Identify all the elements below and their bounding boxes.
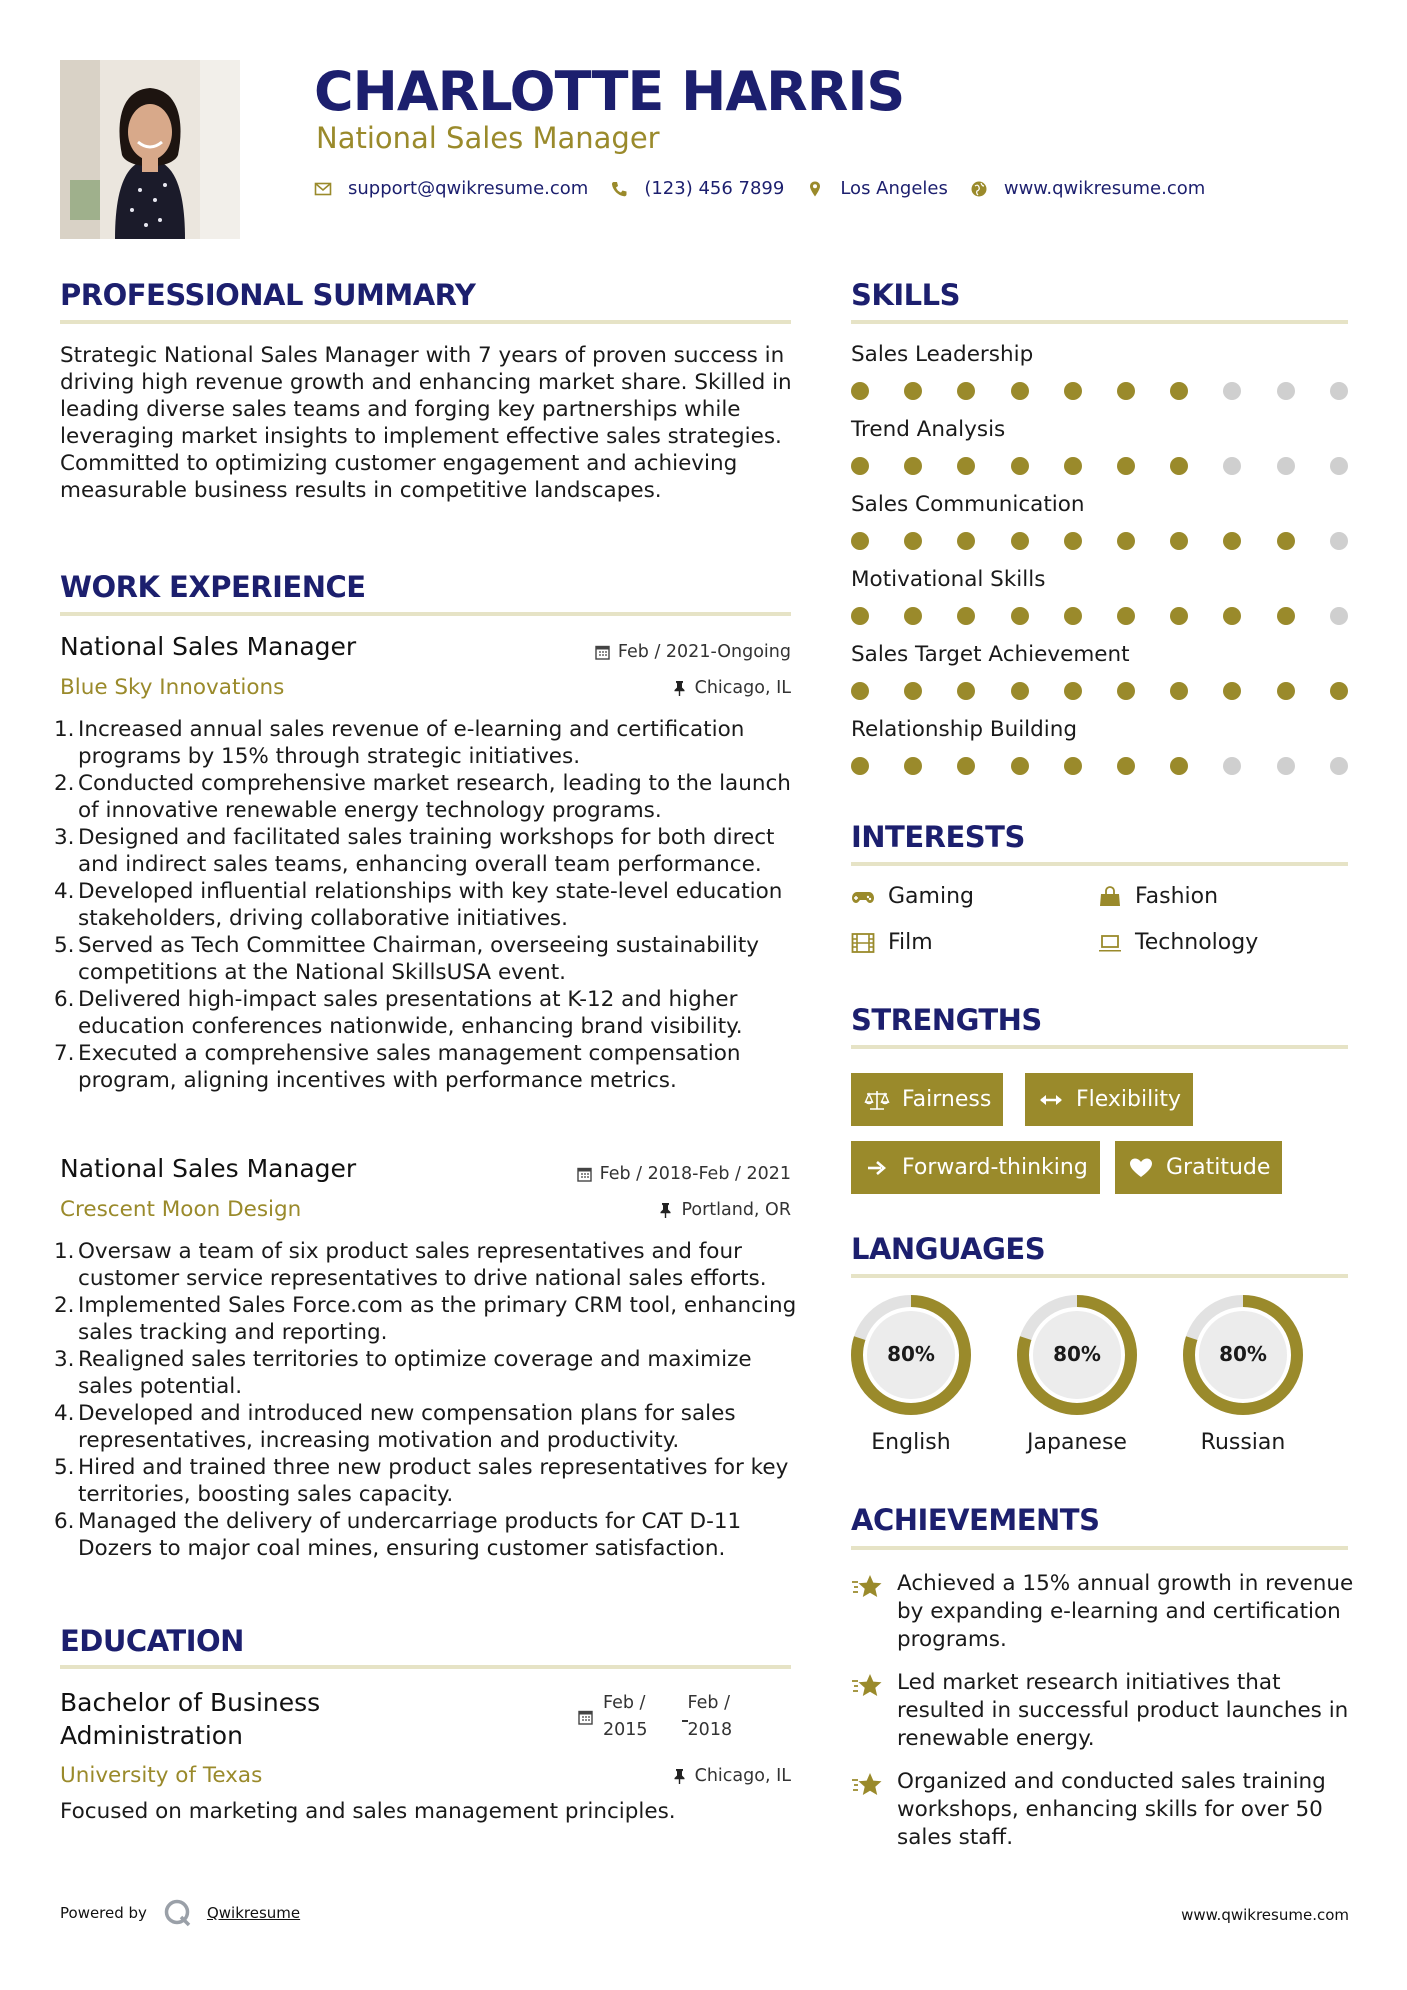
skill-name: Sales Target Achievement [851,642,1130,667]
gamepad-icon [851,886,875,908]
rating-dot-filled [904,682,922,700]
qwikresume-logo-icon [163,1898,193,1928]
skills-heading: SKILLS [851,278,960,312]
strength-tag [851,1141,1100,1194]
strength-label: Forward-thinking [902,1155,1088,1180]
rating-dot-filled [1277,532,1295,550]
rating-dot-filled [1170,682,1188,700]
education-dates [578,1690,732,1744]
strengths-divider [851,1045,1348,1049]
contact-location [806,178,948,199]
email-text: support@qwikresume.com [348,178,589,199]
interest-label: Fashion [1135,884,1219,909]
job-dates-text: Feb / 2018-Feb / 2021 [599,1164,791,1184]
interests-divider [851,862,1348,866]
skill-rating [851,382,1351,402]
rating-dot-filled [957,457,975,475]
job-dates [577,1164,791,1184]
date-separator [648,1712,688,1722]
list-item: 2. Implemented Sales Force.com as the primary CRM tool, enhancing sales tracking and reporting. [54,1293,797,1345]
language-percent: 80% [1053,1342,1101,1366]
achievement-text: Led market research initiatives that resulted in successful product launches in renewable energy. [897,1670,1349,1751]
rating-dot-filled [904,382,922,400]
strengths-heading: STRENGTHS [851,1003,1042,1037]
interest-fashion [1098,884,1218,909]
website-text: www.qwikresume.com [1003,178,1206,199]
interest-gaming [851,884,974,909]
contact-website[interactable] [970,178,1205,199]
rating-dot-filled [1223,607,1241,625]
rating-dot-empty [1330,532,1348,550]
job-location [672,678,791,698]
rating-dot-empty [1277,757,1295,775]
list-item: 5. Hired and trained three new product sales representatives for key territories, boosting sales capacity. [54,1455,789,1507]
list-item: 2. Conducted comprehensive market research, leading to the launch of innovative renewable energy technology programs. [54,771,791,823]
rating-dot-filled [1011,682,1029,700]
achievement-item [851,1768,1361,1852]
education-school: University of Texas [60,1763,263,1788]
rating-dot-filled [1011,757,1029,775]
rating-dot-filled [957,607,975,625]
languages-divider [851,1274,1348,1278]
language-name: Japanese [1027,1430,1127,1455]
rating-dot-filled [1064,607,1082,625]
interest-label: Technology [1135,930,1259,955]
languages-heading: LANGUAGES [851,1232,1046,1266]
strength-tag [1115,1141,1282,1194]
rating-dot-filled [1170,532,1188,550]
rating-dot-filled [957,532,975,550]
list-item: 7. Executed a comprehensive sales management compensation program, aligning incentives with performance metrics. [54,1041,741,1093]
list-item: 3. Designed and facilitated sales training workshops for both direct and indirect sales teams, enhancing overall team performance. [54,825,775,877]
rating-dot-empty [1223,757,1241,775]
job-dates-text: Feb / 2021-Ongoing [617,642,791,662]
skill-name: Sales Leadership [851,342,1034,367]
profile-photo [60,60,240,239]
rating-dot-filled [1277,607,1295,625]
interests-heading: INTERESTS [851,820,1025,854]
candidate-title: National Sales Manager [316,121,660,155]
rating-dot-filled [1170,457,1188,475]
skill-name: Relationship Building [851,717,1078,742]
strength-label: Fairness [902,1087,992,1112]
degree-line: Bachelor of Business [60,1688,321,1717]
language-name: Russian [1200,1430,1286,1455]
education-location-text: Chicago, IL [694,1766,791,1786]
achievements-heading: ACHIEVEMENTS [851,1503,1100,1537]
job-location-text: Chicago, IL [694,678,791,698]
interest-film [851,930,933,955]
powered-by-label: Powered by [60,1904,147,1922]
skill-rating [851,457,1351,477]
rating-dot-filled [1223,532,1241,550]
strength-tag [851,1073,1003,1126]
education-start: Feb / 2015 [603,1693,648,1740]
list-item: 4. Developed influential relationships with key state-level education stakeholders, driving collaborative initiatives. [54,879,783,931]
rating-dot-filled [851,607,869,625]
rating-dot-filled [851,532,869,550]
skill-rating [851,757,1351,777]
rating-dot-empty [1330,382,1348,400]
rating-dot-filled [1170,607,1188,625]
language-percent: 80% [887,1342,935,1366]
globe-icon [970,180,988,198]
pushpin-icon [672,680,687,696]
rating-dot-filled [1117,457,1135,475]
skill-name: Motivational Skills [851,567,1046,592]
experience-divider [60,612,791,616]
rating-dot-filled [904,457,922,475]
rating-dot-filled [1011,532,1029,550]
rating-dot-filled [1117,607,1135,625]
rating-dot-filled [1064,382,1082,400]
rating-dot-filled [851,757,869,775]
achievements-divider [851,1546,1348,1550]
rating-dot-filled [851,682,869,700]
rating-dot-empty [1330,607,1348,625]
list-item: 6. Delivered high-impact sales presentations at K-12 and higher education conferences nationwide, enhancing brand visibility. [54,987,743,1039]
rating-dot-filled [1064,532,1082,550]
job-location-text: Portland, OR [681,1200,791,1220]
heart-icon [1128,1157,1154,1179]
list-item: 1. Oversaw a team of six product sales representatives and four customer service representatives to drive national sales efforts. [54,1239,767,1291]
rating-dot-filled [1170,757,1188,775]
arrow-right-icon [864,1157,890,1179]
summary-divider [60,320,791,324]
rating-dot-filled [1223,682,1241,700]
location-text: Los Angeles [840,178,948,199]
list-item: 4. Developed and introduced new compensation plans for sales representatives, increasing motivation and productivity. [54,1401,736,1453]
rating-dot-empty [1330,457,1348,475]
rating-dot-empty [1277,457,1295,475]
summary-text: Strategic National Sales Manager with 7 years of proven success in driving high revenue growth and enhancing market share. Skilled in leading diverse sales teams and forging key partnerships while leveraging market insights to implement effective sales strategies. Committed to optimizing customer engagement and achieving measurable business results in competitive landscapes. [60,343,792,503]
rating-dot-filled [904,532,922,550]
pushpin-icon [672,1768,687,1784]
map-pin-icon [806,180,824,198]
film-icon [851,932,875,954]
skill-name: Sales Communication [851,492,1085,517]
candidate-name: CHARLOTTE HARRIS [314,60,905,123]
scale-icon [864,1089,890,1111]
degree-title [60,1686,320,1752]
rating-dot-filled [1011,382,1029,400]
footer-powered-by [60,1898,300,1928]
rating-dot-filled [957,682,975,700]
job-title: National Sales Manager [60,632,357,661]
strength-label: Gratitude [1166,1155,1271,1180]
calendar-icon [595,644,610,660]
rating-dot-filled [1117,382,1135,400]
job-title: National Sales Manager [60,1154,357,1183]
star-icon [851,1572,883,1602]
pushpin-icon [658,1202,673,1218]
achievement-item [851,1669,1361,1753]
rating-dot-empty [1223,382,1241,400]
phone-text: (123) 456 7899 [644,178,785,199]
footer-website[interactable]: www.qwikresume.com [1181,1906,1349,1924]
skill-rating [851,682,1351,702]
rating-dot-filled [904,607,922,625]
summary-heading: PROFESSIONAL SUMMARY [60,278,476,312]
interest-technology [1098,930,1258,955]
arrows-icon [1038,1089,1064,1111]
contact-email[interactable] [314,178,588,199]
rating-dot-filled [851,382,869,400]
qwikresume-link[interactable]: Qwikresume [206,1904,301,1922]
rating-dot-filled [1277,682,1295,700]
calendar-icon [578,1709,593,1725]
education-end: Feb / 2018 [687,1693,733,1740]
skills-divider [851,320,1348,324]
job-bullets [54,1238,800,1562]
education-divider [60,1665,791,1669]
phone-icon [610,180,628,198]
experience-heading: WORK EXPERIENCE [60,570,366,604]
list-item: 1. Increased annual sales revenue of e-learning and certification programs by 15% through strategic initiatives. [54,717,745,769]
rating-dot-filled [1117,532,1135,550]
achievement-text: Organized and conducted sales training workshops, enhancing skills for over 50 sales staff. [897,1769,1326,1850]
achievement-text: Achieved a 15% annual growth in revenue by expanding e-learning and certification programs. [897,1571,1354,1652]
job-company: Crescent Moon Design [60,1197,302,1222]
rating-dot-filled [957,382,975,400]
job-company: Blue Sky Innovations [60,675,285,700]
rating-dot-empty [1277,382,1295,400]
skill-rating [851,607,1351,627]
envelope-icon [314,180,332,198]
list-item: 5. Served as Tech Committee Chairman, overseeing sustainability competitions at the National SkillsUSA event. [54,933,759,985]
rating-dot-empty [1330,757,1348,775]
strength-label: Flexibility [1076,1087,1181,1112]
skill-name: Trend Analysis [851,417,1006,442]
rating-dot-filled [1330,682,1348,700]
rating-dot-filled [1064,757,1082,775]
contact-bar [314,178,1227,199]
rating-dot-filled [1064,682,1082,700]
job-dates [595,642,791,662]
star-icon [851,1671,883,1701]
interest-label: Gaming [888,884,974,909]
calendar-icon [577,1166,592,1182]
language-name: English [871,1430,951,1455]
rating-dot-filled [1064,457,1082,475]
rating-dot-filled [957,757,975,775]
star-icon [851,1770,883,1800]
achievement-item [851,1570,1361,1654]
education-heading: EDUCATION [60,1624,244,1658]
strength-tag [1025,1073,1193,1126]
bag-icon [1098,886,1122,908]
rating-dot-filled [904,757,922,775]
list-item: 3. Realigned sales territories to optimize coverage and maximize sales potential. [54,1347,752,1399]
education-description: Focused on marketing and sales management principles. [60,1799,676,1824]
job-bullets [54,716,800,1094]
rating-dot-filled [1117,757,1135,775]
laptop-icon [1098,932,1122,954]
rating-dot-filled [1117,682,1135,700]
skill-rating [851,532,1351,552]
language-percent: 80% [1219,1342,1267,1366]
education-location [672,1766,791,1786]
rating-dot-filled [1011,457,1029,475]
degree-line: Administration [60,1721,243,1750]
rating-dot-filled [851,457,869,475]
rating-dot-filled [1011,607,1029,625]
rating-dot-empty [1223,457,1241,475]
list-item: 6. Managed the delivery of undercarriage products for CAT D-11 Dozers to major coal mines, ensuring customer satisfaction. [54,1509,742,1561]
interest-label: Film [888,930,933,955]
contact-phone[interactable] [610,178,784,199]
rating-dot-filled [1170,382,1188,400]
job-location [658,1200,791,1220]
